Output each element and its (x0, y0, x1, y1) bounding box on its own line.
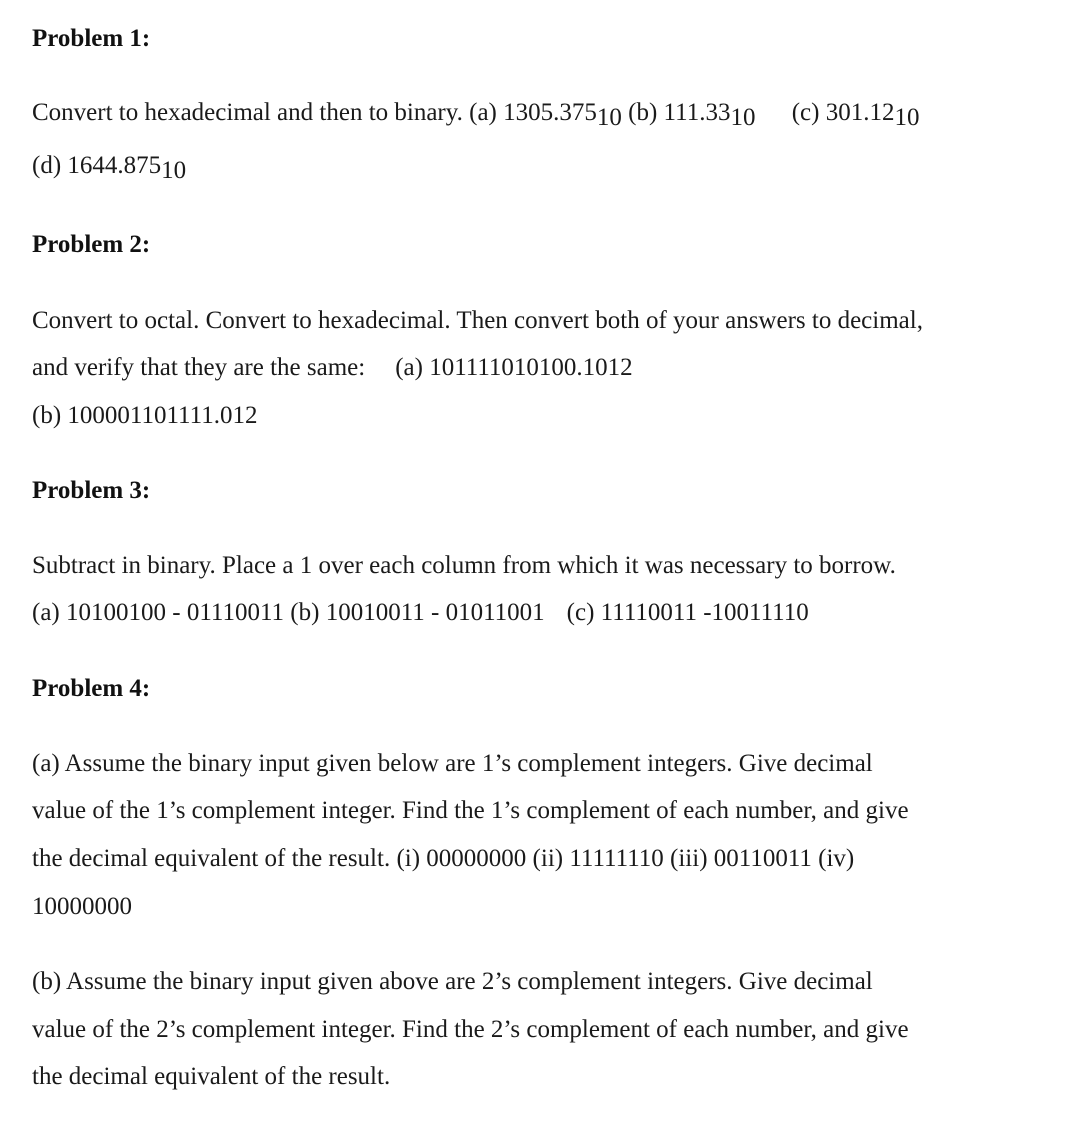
problem-2-line-2 (32, 353, 633, 383)
problem-4-part-a-line-1: (a) Assume the binary input given below are 1’s complement integers. Give decimal (32, 750, 873, 777)
problem-3-heading: Problem 3: (32, 477, 151, 504)
problem-4-part-a-line-2: value of the 1’s complement integer. Find the 1’s complement of each number, and give (32, 797, 909, 824)
problem-4-part-a-line-3: the decimal equivalent of the result. (i) 00000000 (ii) 11111110 (iii) 00110011 (iv) (32, 845, 855, 872)
problem-3-line-1: Subtract in binary. Place a 1 over each column from which it was necessary to borrow. (32, 552, 896, 579)
problem-4-part-a-line-4: 10000000 (32, 893, 132, 920)
problem-1-intro: Convert to hexadecimal and then to binary. (32, 99, 463, 126)
problem-4-part-b-line-3: the decimal equivalent of the result. (32, 1063, 391, 1090)
problem-4-part-b-line-1: (b) Assume the binary input given above are 2’s complement integers. Give decimal (32, 968, 873, 995)
problem-1-item-a: (a) 1305.37510 (469, 99, 622, 131)
problem-1-item-d: (d) 1644.87510 (32, 152, 187, 184)
problem-2-heading: Problem 2: (32, 231, 151, 258)
problem-1-item-c: (c) 301.1210 (791, 99, 920, 131)
problem-1-heading: Problem 1: (32, 25, 151, 52)
problem-1-line-2 (32, 151, 187, 184)
problem-3-item-c: (c) 11110011 -10011110 (566, 599, 809, 626)
problem-1-item-b: (b) 111.3310 (628, 99, 756, 131)
problem-1-line-1 (32, 98, 920, 131)
problem-4-heading: Problem 4: (32, 675, 151, 702)
problem-3-item-a: (a) 10100100 - 01110011 (32, 599, 285, 626)
problem-4-part-b-line-2: value of the 2’s complement integer. Find the 2’s complement of each number, and give (32, 1016, 909, 1043)
problem-3-line-2 (32, 598, 809, 628)
problem-2-line-1: Convert to octal. Convert to hexadecimal. Then convert both of your answers to decimal, (32, 307, 923, 334)
problem-2-line-2-text: and verify that they are the same: (32, 354, 366, 381)
problem-2-item-b: (b) 100001101111.012 (32, 402, 258, 429)
problem-3-item-b: (b) 10010011 - 01011001 (290, 599, 545, 626)
problem-2-item-a: (a) 101111010100.1012 (395, 354, 633, 381)
